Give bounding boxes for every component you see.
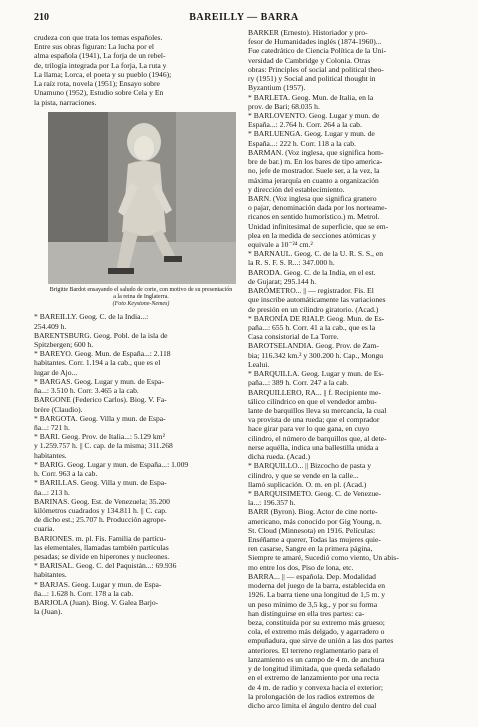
text-line: BARJOLA (Juan). Biog. V. Galea Barjo-: [34, 598, 159, 608]
photo-caption: [48, 287, 234, 309]
text-line: * BARQUILLO... || Bizcocho de pasta y: [248, 461, 372, 471]
text-line: ren casarse, Sangre en la primera página,: [248, 544, 373, 554]
text-line: BARIONES. m. pl. Fís. Familia de partícu-: [34, 533, 167, 543]
text-line: un peso mínimo de 3,5 kg., y por su forma: [248, 599, 378, 609]
caption-text: Brigitte Bardot ensayando el saludo de corte, con motivo de su presentación a la reina de Inglaterra.: [49, 286, 233, 300]
text-line: paña...: 655 h. Corr. 41 a la cab., que es la: [248, 323, 376, 332]
text-line: llamó suplicación. O. m. en pl. (Acad.): [248, 479, 367, 489]
text-line: España...: 2.764 h. Corr. 264 a la cab.: [248, 120, 362, 130]
text-line: prov. de Bari; 68.035 h.: [248, 101, 320, 111]
text-line: lugar de Ajo...: [34, 367, 78, 377]
text-line: * BARISAL. Geog. C. del Paquistán...: 69.936: [34, 561, 177, 571]
text-line: 254.409 h.: [34, 321, 67, 331]
text-line: * BARONÍA DE RIALP. Geog. Mun. de Es-: [248, 313, 385, 323]
dictionary-entry: [248, 489, 462, 507]
text-line: de Gujarat; 295.144 h.: [248, 276, 317, 286]
dictionary-entry: [248, 194, 462, 249]
text-line: * BARLOVENTO. Geog. Lugar y mun. de: [248, 110, 380, 120]
page-number: 210: [34, 12, 49, 23]
text-line: Byzantium (1957).: [248, 83, 306, 93]
text-line: BARMAN. (Voz inglesa, que significa hom-: [248, 147, 384, 157]
photo-illustration: [48, 112, 236, 284]
left-entries: [34, 312, 248, 616]
text-line: brère (Claudio).: [34, 404, 83, 414]
text-line: Unamuno (1952), Estudio sobre Cela y En: [34, 88, 164, 98]
text-line: de dicho est.; 25.707 h. Producción agrope-: [34, 515, 167, 525]
text-line: kilómetros cuadrados y 134.811 h. || C. cap.: [34, 505, 167, 515]
text-line: versidad de Cambridge y Colonia. Otras: [248, 55, 371, 65]
text-line: BARGONE (Federico Carlos). Biog. V. Fa-: [34, 395, 167, 405]
text-line: paña...: 389 h. Corr. 247 a la cab.: [248, 378, 349, 388]
intro-text: [34, 33, 248, 107]
text-line: la R. S. F. S. R...: 347.000 h.: [248, 258, 335, 268]
text-line: BARQUILLERO, RA... || f. Recipiente me-: [248, 387, 381, 397]
text-line: la pista, narraciones.: [34, 97, 97, 107]
dictionary-entry: [34, 349, 248, 377]
text-line: * BARGAS. Geog. Lugar y mun. de Espa-: [34, 376, 164, 386]
text-line: fesor de Humanidades inglés (1874-1960)...: [248, 37, 382, 47]
text-line: * BARJAS. Geog. Lugar y mun. de Espa-: [34, 579, 162, 589]
text-line: * BARI. Geog. Prov. de Italia...: 5.129 km²: [34, 432, 165, 442]
text-line: americano, más conocido por Gig Young, n.: [248, 516, 382, 526]
text-line: empuñadura, que sirve de unión a las dos partes: [248, 636, 394, 646]
text-line: en el extremo de lanzamiento por una recta: [248, 673, 379, 683]
text-line: * BARLETA. Geog. Mun. de Italia, en la: [248, 92, 374, 102]
text-line: * BARGOTA. Geog. Villa y mun. de Espa-: [34, 413, 166, 423]
dictionary-entry: [34, 497, 248, 534]
text-line: * BAREILLY. Geog. C. de la India...:: [34, 312, 149, 322]
dictionary-entry: [34, 377, 248, 395]
text-line: BARÓMETRO... || — registrador. Fís. El: [248, 286, 374, 296]
text-line: nerse aquélla, indica una ballestilla unida a: [248, 442, 379, 452]
text-line: de presión en un cilindro giratorio. (Acad.): [248, 304, 379, 314]
text-line: ry (1951) y Social and political thought in: [248, 74, 376, 84]
text-line: habitantes.: [34, 450, 67, 460]
text-line: BARENTSBURG. Geog. Pobl. de la isla de: [34, 330, 168, 340]
dictionary-entry: [248, 572, 462, 710]
text-line: BARODA. Geog. C. de la India, en el est.: [248, 267, 376, 277]
dictionary-entry: [248, 461, 462, 489]
text-line: dicha rueda. (Acad.): [248, 452, 310, 462]
page-header: [34, 12, 454, 26]
right-column: [248, 28, 462, 710]
text-line: ña...: 721 h.: [34, 422, 70, 432]
text-line: ña...: 3.510 h. Corr. 3.465 a la cab.: [34, 386, 139, 396]
dictionary-entry: [34, 432, 248, 460]
text-line: que inscribe automáticamente las variaciones: [248, 295, 386, 305]
text-line: BARKER (Ernesto). Historiador y pro-: [248, 28, 368, 37]
text-line: España...: 222 h. Corr. 118 a la cab.: [248, 138, 356, 148]
dictionary-entry: [248, 129, 462, 147]
running-title: BAREILLY — BARRA: [189, 12, 299, 23]
photo-brigitte-bardot: [48, 112, 236, 284]
text-line: crudeza con que trata los temas españoles.: [34, 33, 163, 42]
text-line: han distinguirse en ella tres partes: ca-: [248, 608, 365, 618]
text-line: ricanos en sentido humorístico.) m. Metrol.: [248, 212, 380, 222]
dictionary-entry: [248, 268, 462, 286]
dictionary-entry: [34, 414, 248, 432]
text-line: Casa consistorial de La Torre.: [248, 332, 339, 342]
text-line: * BARQUILLA. Geog. Lugar y mun. de Es-: [248, 369, 384, 379]
dictionary-entry: [248, 341, 462, 369]
dictionary-entry: [248, 148, 462, 194]
text-line: beza, constituida por su extremo más grueso;: [248, 618, 385, 627]
text-line: BARRA... || — española. Dep. Modalidad: [248, 571, 376, 581]
text-line: obras: Principles of social and political theo-: [248, 64, 384, 74]
photo-credit: (Foto Keystone-Nemes): [112, 301, 170, 308]
dictionary-entry: [34, 561, 248, 579]
text-line: plea en la medida de secciones atómicas y: [248, 230, 376, 240]
text-line: cola, el extremo más delgado, y agarradero o: [248, 627, 385, 637]
text-line: * BARLUENGA. Geog. Lugar y mun. de: [248, 129, 375, 139]
text-line: la (Juan).: [34, 607, 63, 617]
text-line: alma española (1941), La forja de un rebel-: [34, 51, 166, 61]
dictionary-entry: [248, 388, 462, 462]
text-line: * BARQUISIMETO. Geog. C. de Venezue-: [248, 488, 382, 498]
text-line: BARR (Byron). Biog. Actor de cine norte-: [248, 507, 378, 517]
text-line: habitantes. Corr. 1.194 a la cab., que es el: [34, 358, 161, 368]
text-line: Spitzbergen; 600 h.: [34, 340, 94, 350]
text-line: ña...: 1.628 h. Corr. 178 a la cab.: [34, 588, 134, 598]
text-line: St. Cloud (Minnesota) en 1916. Películas:: [248, 525, 376, 535]
text-line: * BARIG. Geog. Lugar y mun. de España...: 1.009: [34, 459, 189, 469]
dictionary-entry: [34, 395, 248, 413]
text-line: BAROTSELANDIA. Geog. Prov. de Zam-: [248, 341, 379, 351]
dictionary-entry: [248, 286, 462, 314]
text-line: cilindro, y que se vende en la calle...: [248, 470, 359, 480]
dictionary-entry: [34, 598, 248, 616]
text-line: La llama; Lorca, el poeta y su pueblo (1946);: [34, 69, 172, 79]
text-line: h. Corr. 963 a la cab.: [34, 469, 98, 479]
text-line: * BARILLAS. Geog. Villa y mun. de Espa-: [34, 478, 167, 488]
text-line: la...: 196.357 h.: [248, 498, 296, 508]
dictionary-entry: [34, 478, 248, 496]
dictionary-entry: [248, 28, 462, 93]
text-line: cuaria.: [34, 524, 55, 534]
text-line: equivale a 10⁻²⁴ cm.²: [248, 240, 313, 250]
left-column: [34, 33, 248, 617]
text-line: no, jefe de mostrador. Suele ser, a la vez, la: [248, 166, 380, 176]
text-line: mo entre los dos, Piso de lona, etc.: [248, 562, 354, 572]
text-line: bia; 116.342 km.² y 300.200 h. Cap., Mongu: [248, 350, 384, 360]
dictionary-entry: [248, 314, 462, 342]
text-line: Fue catedrático de Ciencia Política de la Uni-: [248, 46, 387, 56]
text-line: lanzamiento es un campo de 4 m. de anchura: [248, 654, 385, 664]
dictionary-entry: [34, 331, 248, 349]
text-line: * BARNAUL. Geog. C. de la U. R. S. S., en: [248, 249, 383, 259]
dictionary-entry: [248, 507, 462, 572]
dictionary-entry: [248, 369, 462, 387]
text-line: habitantes.: [34, 570, 67, 580]
text-line: lante de barquillos lleva su mercancía, la cual: [248, 405, 387, 415]
text-line: ña...: 213 h.: [34, 487, 70, 497]
dictionary-entry: [34, 460, 248, 478]
text-line: * BAREYO. Geog. Mun. de España...: 2.118: [34, 349, 171, 359]
text-line: y de longitud ilimitada, que queda señalado: [248, 664, 381, 674]
text-line: Entre sus obras figuran: La lucha por el: [34, 42, 154, 52]
text-line: Unidad infinitesimal de superficie, que se em-: [248, 221, 389, 231]
dictionary-entry: [34, 580, 248, 598]
text-line: BARN. (Voz inglesa que significa granero: [248, 193, 377, 203]
intro-paragraph: [34, 33, 248, 107]
text-line: BARINAS. Geog. Est. de Venezuela; 35.200: [34, 496, 170, 506]
text-line: y dirección del establecimiento.: [248, 184, 345, 194]
text-line: pesadas; se divide en hiperones y nucleones.: [34, 552, 170, 562]
text-line: de 4 m. de radio y convexa hacia el exterior;: [248, 682, 383, 692]
text-line: tálico cilíndrico en que el vendedor ambu-: [248, 396, 377, 406]
text-line: hace girar para ver lo que gana, en cuyo: [248, 424, 370, 434]
dictionary-entry: [248, 93, 462, 111]
text-line: o pajar, denominación dada por los norteame-: [248, 203, 388, 213]
text-line: dicho arco limita el ángulo dentro del cual: [248, 700, 377, 710]
text-line: Siempre te amaré, Sucedió como viento, Un abis-: [248, 553, 399, 563]
text-line: la prolongación de los radios extremos de: [248, 691, 375, 701]
text-line: Enséñame a querer, Todas las mujeres quie-: [248, 535, 381, 545]
text-line: y 1.259.757 h. || C. cap. de la misma; 311.268: [34, 441, 173, 451]
dictionary-entry: [248, 249, 462, 267]
text-line: las elementales, llamadas también partículas: [34, 542, 169, 552]
text-line: cilindro, el número de barquillos que, al dete-: [248, 433, 387, 443]
text-line: anteriores. El terreno reglamentario para el: [248, 645, 379, 655]
dictionary-entry: [248, 111, 462, 129]
text-line: de, trilogía integrada por La forja, La ruta y: [34, 60, 167, 70]
text-line: bre de bar.) m. En los bares de tipo america-: [248, 157, 383, 167]
text-line: La raíz rota, novela (1951); Ensayo sobre: [34, 79, 160, 89]
dictionary-entry: [34, 312, 248, 330]
text-line: máxima jerarquía en cuanto a organización: [248, 175, 379, 185]
text-line: Lealui.: [248, 359, 270, 369]
text-line: moderna del juego de la barra, establecida en: [248, 581, 386, 591]
dictionary-entry: [34, 534, 248, 562]
text-line: va provista de una rueda; que el comprador: [248, 415, 380, 425]
text-line: 1926. La barra tiene una longitud de 1,5 m. y: [248, 590, 386, 600]
